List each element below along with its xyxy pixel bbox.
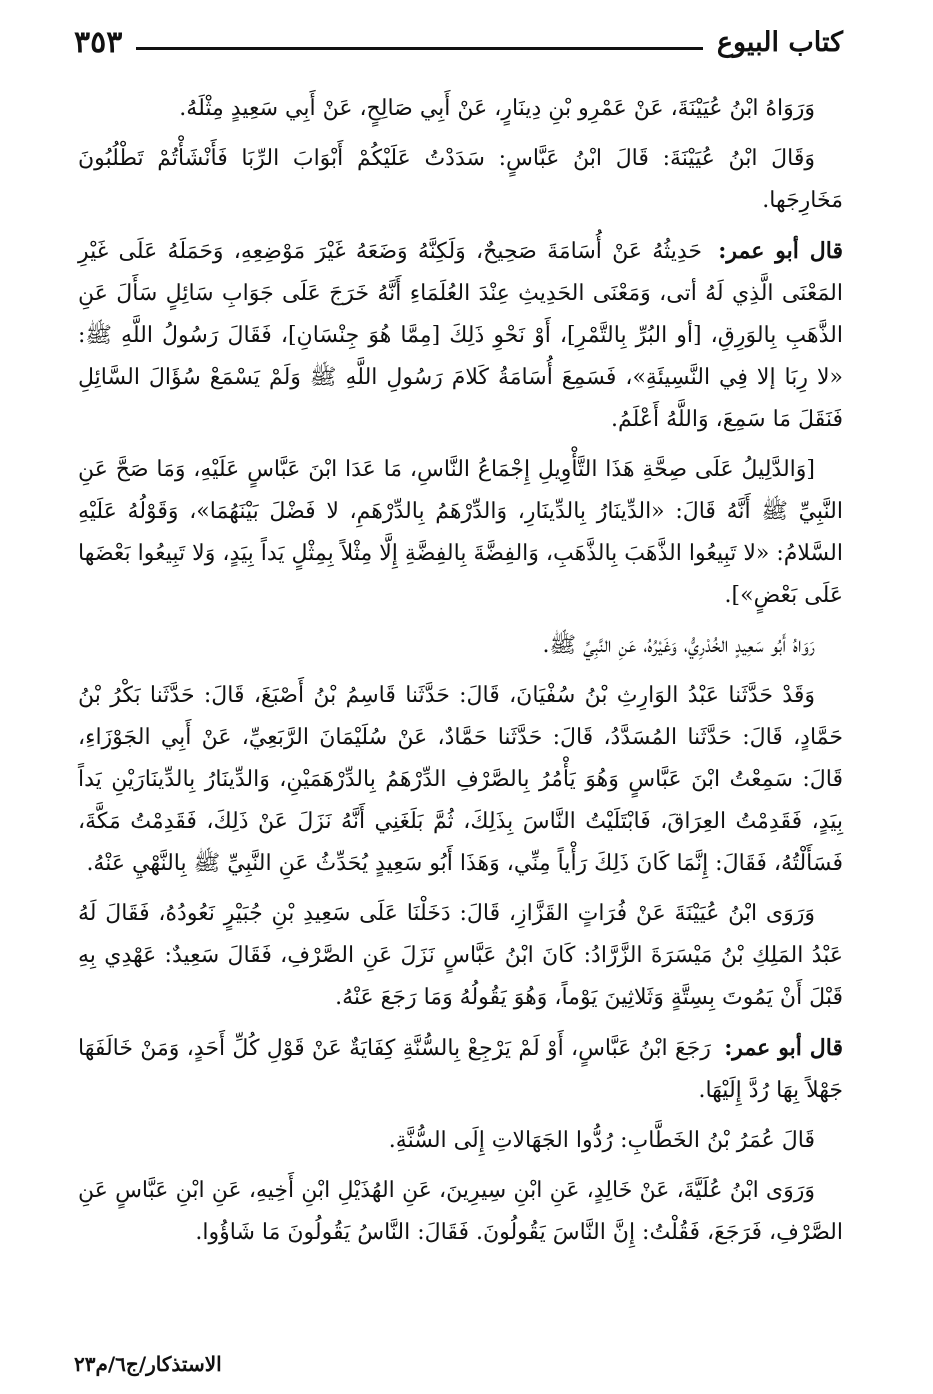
paragraph-text: وَرَوَاهُ ابْنُ عُيَيْنَةَ، عَنْ عَمْرِو بْنِ دِينَارٍ، عَنْ أَبِي صَالِحٍ، عَنْ أَبِي سَعِيدٍ مِثْلَهُ.: [179, 96, 815, 121]
paragraph-text: وَقَالَ ابْنُ عُيَيْنَةَ: قَالَ ابْنُ عَبَّاسٍ: سَدَدْتُ عَلَيْكُمْ أَبْوَابَ الرِّبَا فَأَنْشَأْتُمْ تَطْلُبُونَ مَخَارِجَها.: [78, 146, 843, 213]
page-body: [78, 88, 843, 1262]
paragraph: [78, 1027, 843, 1112]
signature-mark: الاستذكار/ج٦/م٢٣: [74, 1352, 222, 1376]
paragraph-text: حَدِيثُهُ عَنْ أُسَامَةَ صَحِيحٌ، وَلَكِنَّهُ وَضَعَهُ غَيْرَ مَوْضِعِهِ، وَحَمَلَهُ عَلَى غَيْرِ المَعْنَى الَّذِي لَهُ أتى، وَمَعْنَى الحَدِيثِ عِنْدَ العُلَمَاءِ أَنَّهُ خَرَجَ عَلَى جَوَابِ سَائِلٍ سَأَلَ عَنِ الذَّهَبِ بِالوَرِقِ، [أو البُرِّ بِالتَّمْرِ]، أَوْ نَحْوِ ذَلِكَ [مِمَّا هُوَ جِنْسَانِ]، فَقَالَ رَسُولُ اللَّهِ ﷺ: «لا رِبَا إلا فِي النَّسِيئَةِ»، فَسَمِعَ أُسَامَةُ كَلامَ رَسُولِ اللَّهِ ﷺ وَلَمْ يَسْمَعْ سُؤَالَ السَّائِلِ فَنَقَلَ مَا سَمِعَ، وَاللَّهُ أَعْلَمُ.: [78, 239, 843, 432]
paragraph: [78, 88, 843, 130]
paragraph: [78, 138, 843, 222]
paragraph-text: رَوَاهُ أَبُو سَعِيدٍ الخُدْرِيُّ، وَغَيْرُهُ، عَنِ النَّبِيِّ ﷺ.: [542, 633, 815, 658]
speaker-label: قال أبو عمر:: [724, 1035, 843, 1061]
header-rule: [136, 47, 703, 50]
paragraph-text: [وَالدَّلِيلُ عَلَى صِحَّةِ هَذَا التَّأْوِيلِ إِجْمَاعُ النَّاسِ، مَا عَدَا ابْنَ عَبَّاسٍ عَلَيْهِ، وَمَا صَحَّ عَنِ النَّبِيِّ ﷺ أَنَّهُ قَالَ: «الدِّينَارُ بِالدِّينَارِ، وَالدِّرْهَمُ بِالدِّرْهَمِ، لا فَضْلَ بَيْنَهُمَا»، وَقَوْلُهُ عَلَيْهِ السَّلامُ: «لا تَبِيعُوا الذَّهَبَ بِالذَّهَبِ، وَالفِضَّةَ بِالفِضَّةِ إِلَّا مِثْلاً بِمِثْلٍ يَداً بِيَدٍ، وَلا تَبِيعُوا بَعْضَها عَلَى بَعْضٍ»].: [78, 457, 843, 608]
paragraph: [78, 1120, 843, 1162]
speaker-label: قال أبو عمر:: [718, 238, 843, 264]
paragraph-text: قَالَ عُمَرُ بْنُ الخَطَّابِ: رُدُّوا الجَهَالاتِ إِلَى السُّنَّةِ.: [388, 1128, 815, 1153]
chapter-title: كتاب البيوع: [716, 27, 843, 58]
paragraph: [78, 893, 843, 1019]
paragraph: [78, 449, 843, 617]
paragraph-text: رَجَعَ ابْنُ عَبَّاسٍ، أَوْ لَمْ يَرْجِعْ بِالسُّنَّةِ كِفَايَةٌ عَنْ قَوْلِ كُلِّ أَحَدٍ، وَمَنْ خَالَفَهَا جَهْلاً بِهَا رُدَّ إِلَيْهَا.: [78, 1036, 843, 1103]
paragraph-text: وَقَدْ حَدَّثَنا عَبْدُ الوَارِثِ بْنُ سُفْيَانَ، قَالَ: حَدَّثَنا قَاسِمُ بْنُ أَصْبَغَ، قَالَ: حَدَّثَنا بَكْرُ بْنُ حَمَّادٍ، قَالَ: حَدَّثَنا المُسَدَّدُ، قَالَ: حَدَّثَنا حَمَّادٌ، عَنْ سُلَيْمَانَ الرَّبَعِيِّ، عَنْ أَبِي الجَوْزَاءِ، قَالَ: سَمِعْتُ ابْنَ عَبَّاسٍ وَهُوَ يَأْمُرُ بِالصَّرْفِ الدِّرْهَمُ بِالدِّرْهَمَيْنِ، وَالدِّينَارُ بِالدِّينَارَيْنِ يَداً بِيَدٍ، فَقَدِمْتُ العِرَاقَ، فَابْتَلَيْتُ النَّاسَ بِذَلِكَ، ثُمَّ بَلَغَنِي أَنَّهُ نَزَلَ عَنْ ذَلِكَ، فَقَدِمْتُ مَكَّةَ، فَسَأَلْتُهُ، فَقَالَ: إِنَّمَا كَانَ ذَلِكَ رَأْياً مِنِّي، وَهَذَا أَبُو سَعِيدٍ يُحَدِّثُ عَنِ النَّبِيِّ ﷺ بِالنَّهْيِ عَنْهُ.: [78, 683, 843, 876]
paragraph: [78, 625, 843, 667]
page-header: [74, 18, 843, 64]
paragraph: [78, 230, 843, 441]
paragraph-text: وَرَوَى ابْنُ عُلَيَّةَ، عَنْ خَالِدٍ، عَنِ ابْنِ سِيرِينَ، عَنِ الهُذَيْلِ ابْنِ أَخِيهِ، عَنِ ابْنِ عَبَّاسٍ عَنِ الصَّرْفِ، فَرَجَعَ، فَقُلْتُ: إِنَّ النَّاسَ يَقُولُونَ. فَقَالَ: النَّاسُ يَقُولُونَ مَا شَاؤُوا.: [78, 1178, 843, 1245]
paragraph-text: وَرَوَى ابْنُ عُيَيْنَةَ عَنْ فُرَاتٍ القَزَّازِ، قَالَ: دَخَلْنَا عَلَى سَعِيدِ بْنِ جُبَيْرٍ نَعُودُهُ، فَقَالَ لَهُ عَبْدُ المَلِكِ بْنُ مَيْسَرَةَ الزَّرَّادُ: كَانَ ابْنُ عَبَّاسٍ نَزَلَ عَنِ الصَّرْفِ، فَقَالَ سَعِيدٌ: عَهْدِي بِهِ قَبْلَ أَنْ يَمُوتَ بِسِتَّةٍ وَثَلاثِينَ يَوْماً، وَهُوَ يَقُولُهُ وَمَا رَجَعَ عَنْهُ.: [78, 901, 843, 1010]
paragraph: [78, 675, 843, 885]
page-number: ٣٥٣: [74, 25, 123, 60]
paragraph: [78, 1170, 843, 1254]
